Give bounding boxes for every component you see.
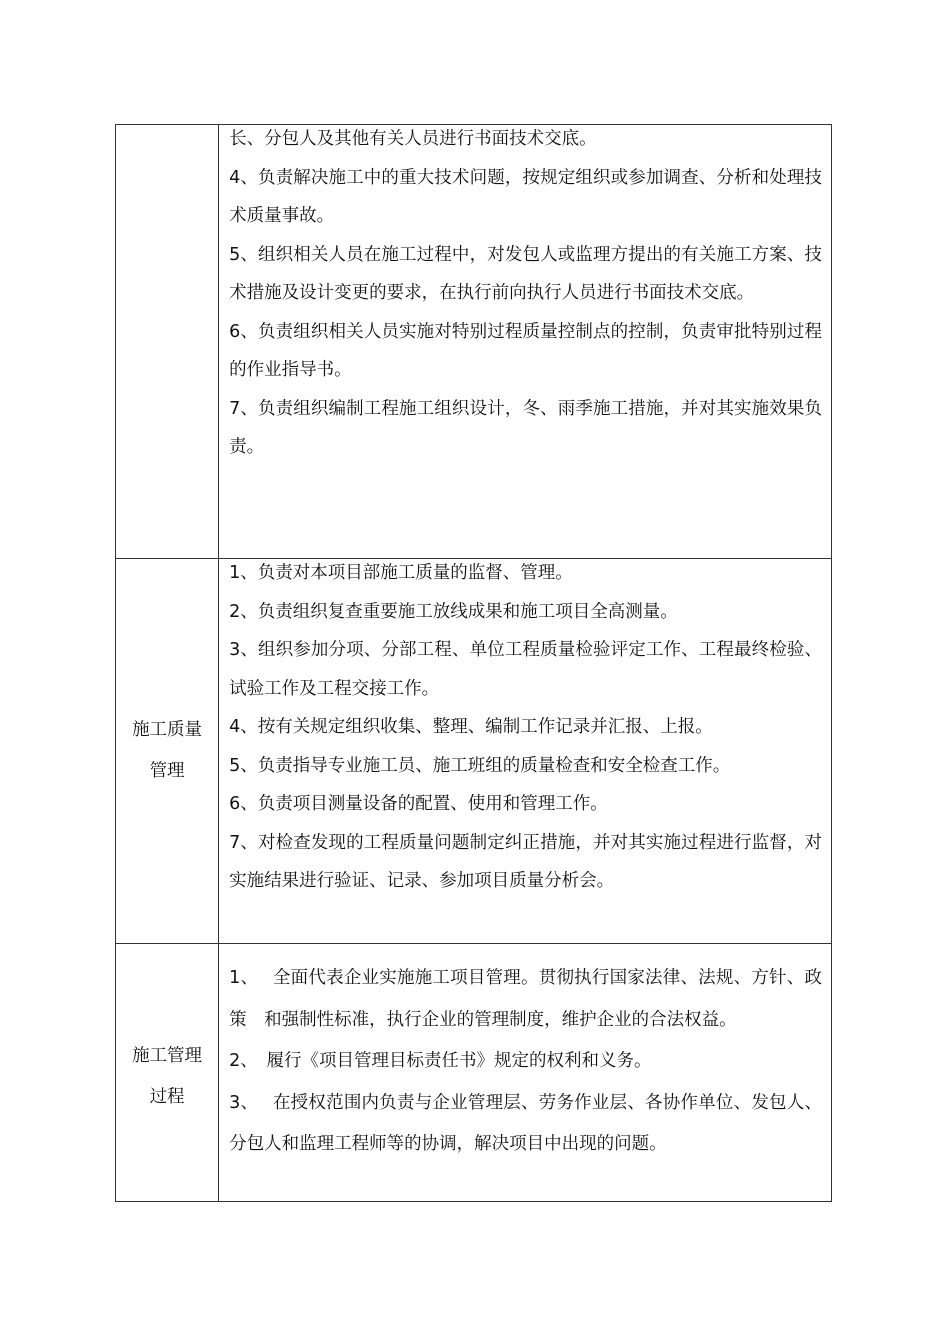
paragraph: 3、组织参加分项、分部工程、单位工程质量检验评定工作、工程最终检验、试验工作及工程交接工作。 xyxy=(229,640,822,699)
row-content-cell xyxy=(219,125,832,559)
table-row xyxy=(116,944,832,1202)
paragraph: 7、对检查发现的工程质量问题制定纠正措施，并对其实施过程进行监督，对实施结果进行验证、记录、参加项目质量分析会。 xyxy=(229,832,822,891)
paragraph: 4、按有关规定组织收集、整理、编制工作记录并汇报、上报。 xyxy=(229,717,713,737)
paragraph: 4、负责解决施工中的重大技术问题，按规定组织或参加调查、分析和处理技术质量事故。 xyxy=(229,167,822,226)
table-row xyxy=(116,125,832,559)
row-label: 施工质量 xyxy=(132,720,203,740)
paragraph: 1、负责对本项目部施工质量的监督、管理。 xyxy=(229,563,573,583)
paragraph: 2、负责组织复查重要施工放线成果和施工项目全高测量。 xyxy=(229,601,678,622)
row-label: 过程 xyxy=(149,1086,185,1107)
responsibility-table xyxy=(115,124,832,1202)
paragraph: 2、 履行《项目管理目标责任书》规定的权利和义务。 xyxy=(229,1051,652,1071)
paragraph: 5、组织相关人员在施工过程中，对发包人或监理方提出的有关施工方案、技术措施及设计变更的要求，在执行前向执行人员进行书面技术交底。 xyxy=(229,244,822,303)
row-label: 施工管理 xyxy=(132,1045,203,1066)
paragraph: 1、 全面代表企业实施施工项目管理。贯彻执行国家法律、法规、方针、政策 和强制性标准，执行企业的管理制度，维护企业的合法权益。 xyxy=(229,968,822,1030)
row-label-cell xyxy=(116,944,219,1202)
paragraph: 3、 在授权范围内负责与企业管理层、劳务作业层、各协作单位、发包人、分包人和监理工程师等的协调，解决项目中出现的问题。 xyxy=(229,1092,822,1154)
row-content-cell xyxy=(219,944,832,1202)
row-label-cell xyxy=(116,125,219,559)
paragraph: 6、负责组织相关人员实施对特别过程质量控制点的控制，负责审批特别过程的作业指导书。 xyxy=(229,321,822,380)
paragraph: 5、负责指导专业施工员、施工班组的质量检查和安全检查工作。 xyxy=(229,755,731,776)
row-label-cell xyxy=(116,559,219,944)
row-content-cell xyxy=(219,559,832,944)
paragraph: 7、负责组织编制工程施工组织设计，冬、雨季施工措施，并对其实施效果负责。 xyxy=(229,398,822,457)
paragraph: 6、负责项目测量设备的配置、使用和管理工作。 xyxy=(229,794,608,814)
row-label: 管理 xyxy=(149,761,185,781)
paragraph: 长、分包人及其他有关人员进行书面技术交底。 xyxy=(229,129,597,149)
table-row xyxy=(116,559,832,944)
